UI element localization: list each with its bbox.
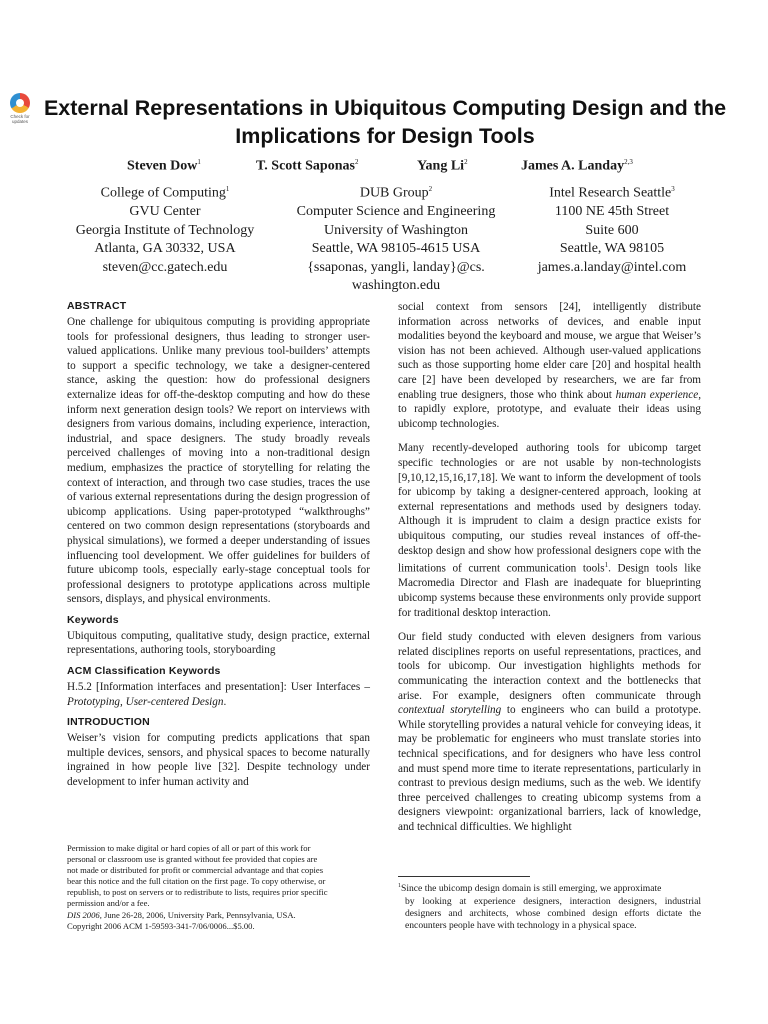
abstract-text: One challenge for ubiquitous computing is providing appropriate tools for professional designers, thus leading to stronger user-valued applications. Unlike many previous tool-builders’ attempts to support a specific technology, we take a designer-centered stance, asking the question: how do professional designers externalize ideas for off-the-desktop computing and how do these inform next generation design tools? We report on interviews with designers from various domains, including experience, interaction, industrial, and space designers. The study broadly reveals perceived challenges of moving into a non-traditional design medium, emphasizes the practice of storytelling for relating the context of interaction, and through two case studies, traces the use of various external representations during the design progression of ubicomp applications. Using paper-prototyped “walkthroughs” centered on two common design representations (storyboards and physical simulations), we formed a deeper understanding of issues influencing tool development. We offer guidelines for builders of future ubicomp tools, especially early-stage conceptual tools for professional designers to prototype applications across multiple sensors, displays, and physical environments.: [67, 316, 370, 606]
introduction-text: Weiser’s vision for computing predicts applications that span multiple devices, sensors, and physical spaces to become naturally ingrained in how people live [32]. Despite technology under development to infer human activity and: [67, 732, 370, 789]
affiliation-intel: [522, 180, 702, 277]
affiliation-line: Intel Research Seattle$^3$: [549, 185, 675, 201]
keywords-heading: Keywords: [67, 613, 119, 626]
paper-title: External Representations in Ubiquitous Computing Design and the Implications for Design Tools: [43, 96, 727, 148]
author-name: Steven Dow$^1$: [127, 158, 201, 174]
footnote: [398, 880, 701, 933]
left-column: [67, 300, 370, 790]
affiliation-line: Seattle, WA 98105: [559, 241, 665, 257]
acm-text: H.5.2 [Information interfaces and presentation]: User Interfaces – Prototyping, User-centered Design.: [67, 681, 370, 708]
affiliation-uw: [283, 180, 509, 296]
affiliation-line: Computer Science and Engineering: [296, 204, 496, 220]
affiliation-line: Georgia Institute of Technology: [75, 222, 255, 238]
email[interactable]: washington.edu: [351, 278, 441, 294]
acm-heading: ACM Classification Keywords: [67, 665, 221, 678]
affiliation-line: Seattle, WA 98105-4615 USA: [311, 241, 481, 257]
affiliation-line: Suite 600: [585, 222, 639, 238]
author-name: T. Scott Saponas$^2$: [256, 158, 359, 174]
author-list: [0, 158, 768, 178]
permission-line: bear this notice and the full citation on the first page. To copy otherwise, or: [67, 876, 326, 887]
intro-paragraph: Our field study conducted with eleven designers from various related disciplines reports on useful representations, practices, and tools for ubicomp. Our investigation highlights methods for communicating the interaction context and the bottlenecks that arise. For example, designers often communicate through contextual storytelling to engineers who can build a prototype. While storytelling provides a natural vehicle for conveying ideas, it may be problematic for engineers who must translate stories into technical specifications, and for designers who have less control and must spend more time to iterate representations, particularly in contrast to previous design mediums, such as the web. We identify three perceived challenges to creating ubicomp systems from a designers viewpoint: organizational barriers, lack of knowledge, and technical difficulties. We highlight: [398, 631, 702, 833]
updates-icon: [10, 93, 30, 113]
check-for-updates-badge[interactable]: [4, 93, 36, 127]
permission-line: personal or classroom use is granted without fee provided that copies are: [67, 854, 318, 865]
permission-line: republish, to post on servers or to redistribute to lists, requires prior specific: [67, 887, 328, 898]
introduction-heading: INTRODUCTION: [67, 716, 150, 729]
keywords-text: Ubiquitous computing, qualitative study, design practice, external representations, authoring tools, storyboarding: [67, 629, 370, 657]
permission-line: Permission to make digital or hard copies of all or part of this work for: [67, 843, 311, 853]
permission-line: not made or distributed for profit or commercial advantage and that copies: [67, 865, 324, 876]
footnote-divider: [398, 876, 530, 877]
affiliation-line: 1100 NE 45th Street: [554, 204, 670, 220]
email[interactable]: james.a.landay@intel.com: [537, 259, 687, 275]
affiliation-gatech: [65, 180, 265, 277]
affiliation-line: GVU Center: [129, 204, 201, 220]
affiliation-line: Atlanta, GA 30332, USA: [94, 241, 236, 257]
permission-line: permission and/or a fee.: [67, 898, 150, 909]
email[interactable]: {ssaponas, yangli, landay}@cs.: [307, 259, 485, 275]
permission-notice: [67, 843, 370, 932]
footnote-line: $^1$Since the ubicomp design domain is still emerging, we approximate: [398, 883, 662, 895]
conference-info: DIS 2006, June 26-28, 2006, University Park, Pennsylvania, USA.: [67, 909, 296, 920]
affiliation-line: University of Washington: [323, 222, 469, 238]
badge-label: Check for updates: [10, 114, 30, 124]
copyright-line: Copyright 2006 ACM 1-59593-341-7/06/0006...$5.00.: [67, 920, 255, 931]
footnote-line: by looking at experience designers, interaction designers, industrial designers and architects, whose combined design efforts dictate the encounters people have with technology in a physical space.: [405, 895, 701, 932]
intro-paragraph: social context from sensors [24], intelligently distribute information across networks of devices, and enable input modalities beyond the keyboard and mouse, we argue that Weiser’s vision has not been achieved. Although user-valued applications such as those supporting home elder care [20] and hospital health care [2] have been developed by researchers, we are far from enabling true designers, those who think about human experience, to rapidly explore, prototype, and evaluate their ideas using ubicomp technologies.: [398, 301, 702, 430]
affiliation-line: College of Computing$^1$: [100, 185, 230, 201]
abstract-heading: ABSTRACT: [67, 300, 127, 312]
author-name: Yang Li$^2$: [417, 158, 468, 174]
right-column: [398, 300, 701, 835]
email[interactable]: steven@cc.gatech.edu: [102, 259, 228, 275]
author-name: James A. Landay$^{2,3}$: [521, 158, 633, 174]
intro-paragraph: Many recently-developed authoring tools for ubicomp target specific technologies or are not usable by non-technologists [9,10,12,15,16,17,18]. We want to inform the development of tools for ubicomp by taking a designer-centered approach, looking at external representations and methods used by designers today. Although it is imprudent to claim a design practice exists for ubiquitous computing, our studies reveal instances of off-the-desktop design and show how professional designers cope with the limitations of current communication tools$^1$. Design tools like Macromedia Director and Flash are inadequate for blueprinting ubicomp systems because these environments only provide support for traditional desktop interaction.: [398, 442, 701, 619]
affiliation-line: DUB Group$^2$: [359, 185, 433, 201]
